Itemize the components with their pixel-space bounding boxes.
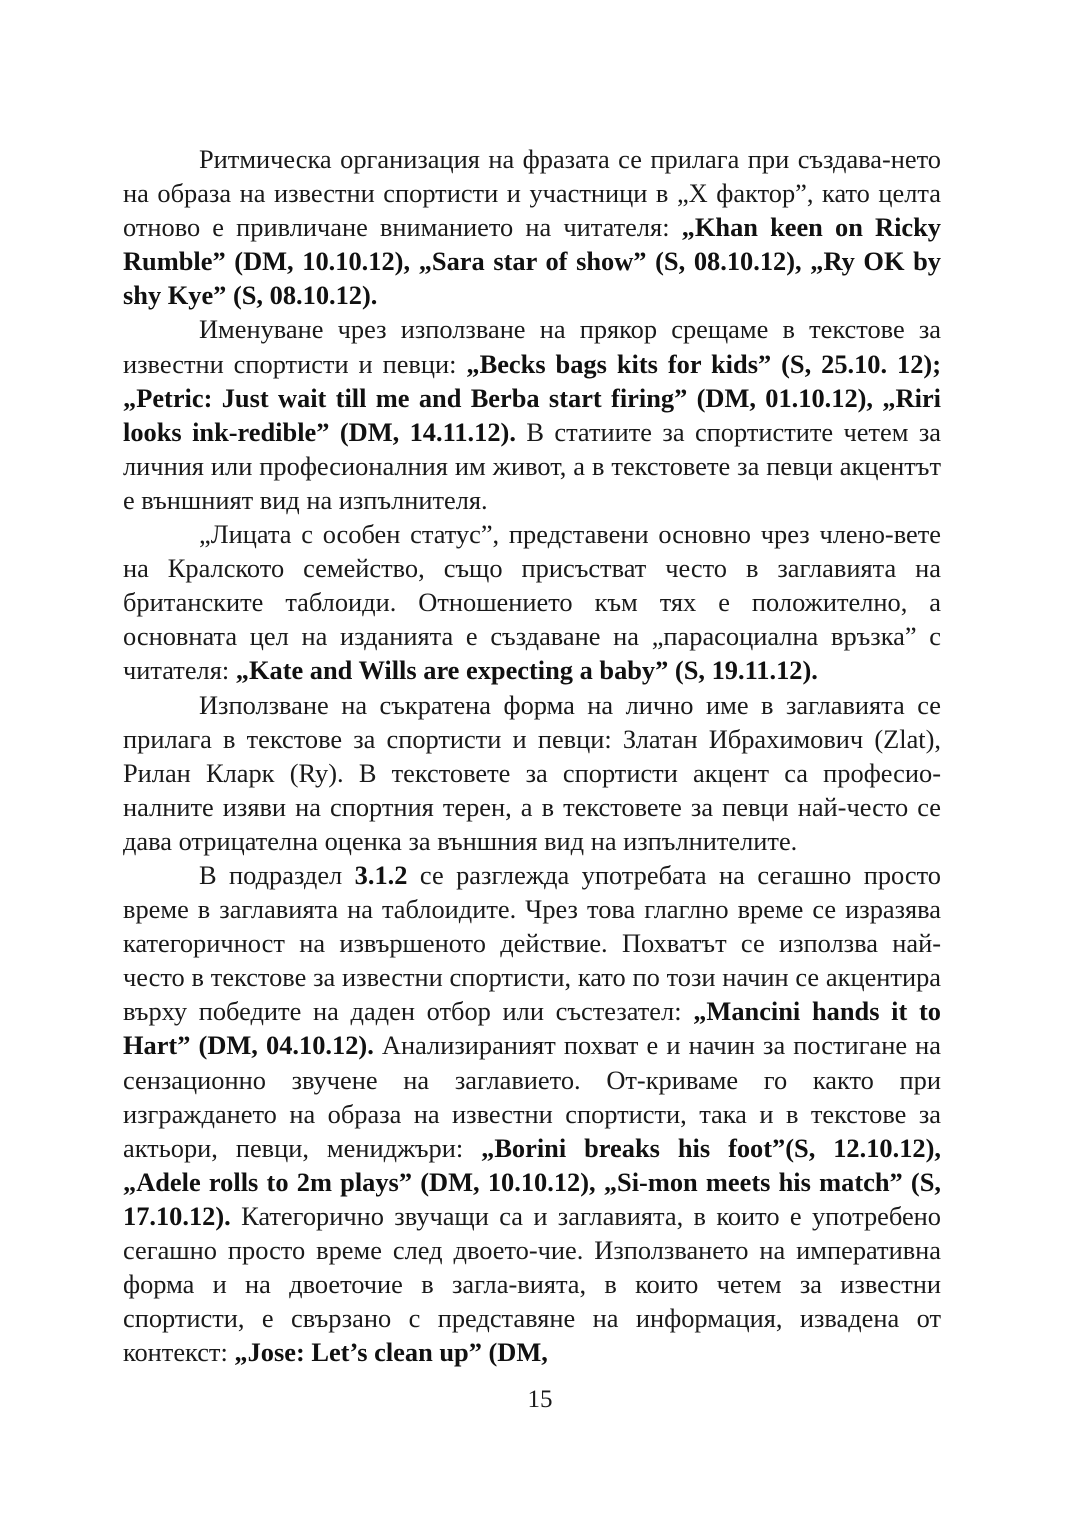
headline-examples: „Khan keen on Ricky Rumble” (DM, 10.10.12), „Sara star of show” (S, 08.10.12), „Ry OK by shy Kye” (S, 08.10.12). (123, 212, 941, 311)
text-run: се разглежда употребата на сегашно просто време в заглавията на таблоидите. Чрез това глаглно време се изразява категоричност на извършеното действие. Похватът се използва най-често в текстове за известни спортисти, като по този начин се акцентира върху победите на даден отбор или състезател: (123, 859, 941, 1027)
page-number: 15 (527, 1386, 553, 1413)
text-run: „Лицата с особен статус”, представени основно чрез члено-вете на Кралското семейство, също присъстват често в заглавията на британските таблоиди. Отношението към тях е положително, а основната цел на изданията е създаване на „парасоциална връзка” с читателя: (123, 519, 941, 686)
text-run: Използване на съкратена форма на лично име в заглавията се прилага в текстове за спортисти и певци: Златан Ибрахимович (Zlat), Рилан Кларк (Ry). В текстовете за спортисти акцент са професио-налните изяви на спортния терен, а в текстовете за певци най-често се дава отрицателна оценка за външния вид на изпълнителите. (123, 689, 941, 856)
section-reference: 3.1.2 (354, 859, 408, 890)
page-body (123, 142, 941, 1369)
paragraph-nicknames (123, 312, 941, 517)
headline-examples: „Mancini hands it to Hart” (DM, 04.10.12). (123, 996, 941, 1061)
headline-examples: „Jose: Let’s clean up” (DM, (234, 1337, 548, 1368)
paragraph-rhythmic-organization (123, 142, 941, 312)
headline-examples: „Borini breaks his foot”(S, 12.10.12), „Adele rolls to 2m plays” (DM, 10.10.12), „Si-mon meets his match” (S, 17.10.12). (123, 1132, 941, 1231)
headline-examples: „Kate and Wills are expecting a baby” (S, 19.11.12). (235, 655, 818, 686)
text-run: Анализираният похват е и начин за постигане на сензационно звучене на заглавието. От-криваме го както при изграждането на образа на известни спортисти, така и в текстове за актьори, певци, мениджъри: (123, 1030, 941, 1163)
paragraph-present-simple (123, 858, 941, 1369)
text-run: В подраздел (199, 859, 355, 890)
paragraph-short-names (123, 688, 941, 858)
headline-examples: „Becks bags kits for kids” (S, 25.10. 12); „Petric: Just wait till me and Berba start firing” (DM, 01.10.12), „Riri looks ink-redible” (DM, 14.11.12). (123, 348, 942, 447)
text-run: Категорично звучащи са и заглавията, в които е употребено сегашно просто време след двоето-чие. Използването на императивна форма и на двоеточие в загла-вията, в които четем за известни спортисти, е свързано с представяне на информация, извадена от контекст: (123, 1200, 941, 1368)
text-run: Именуване чрез използване на прякор срещаме в текстове за известни спортисти и певци: (123, 314, 941, 379)
text-run: Ритмическа организация на фразата се прилага при създава-нето на образа на известни спортисти и участници в „Х фактор”, като целта отново е привличане вниманието на читателя: (123, 144, 941, 243)
text-run: В статиите за спортистите четем за личния или професионалния им живот, а в текстовете за певци акцентът е външният вид на изпълнителя. (123, 416, 941, 515)
paragraph-special-status (123, 517, 941, 687)
